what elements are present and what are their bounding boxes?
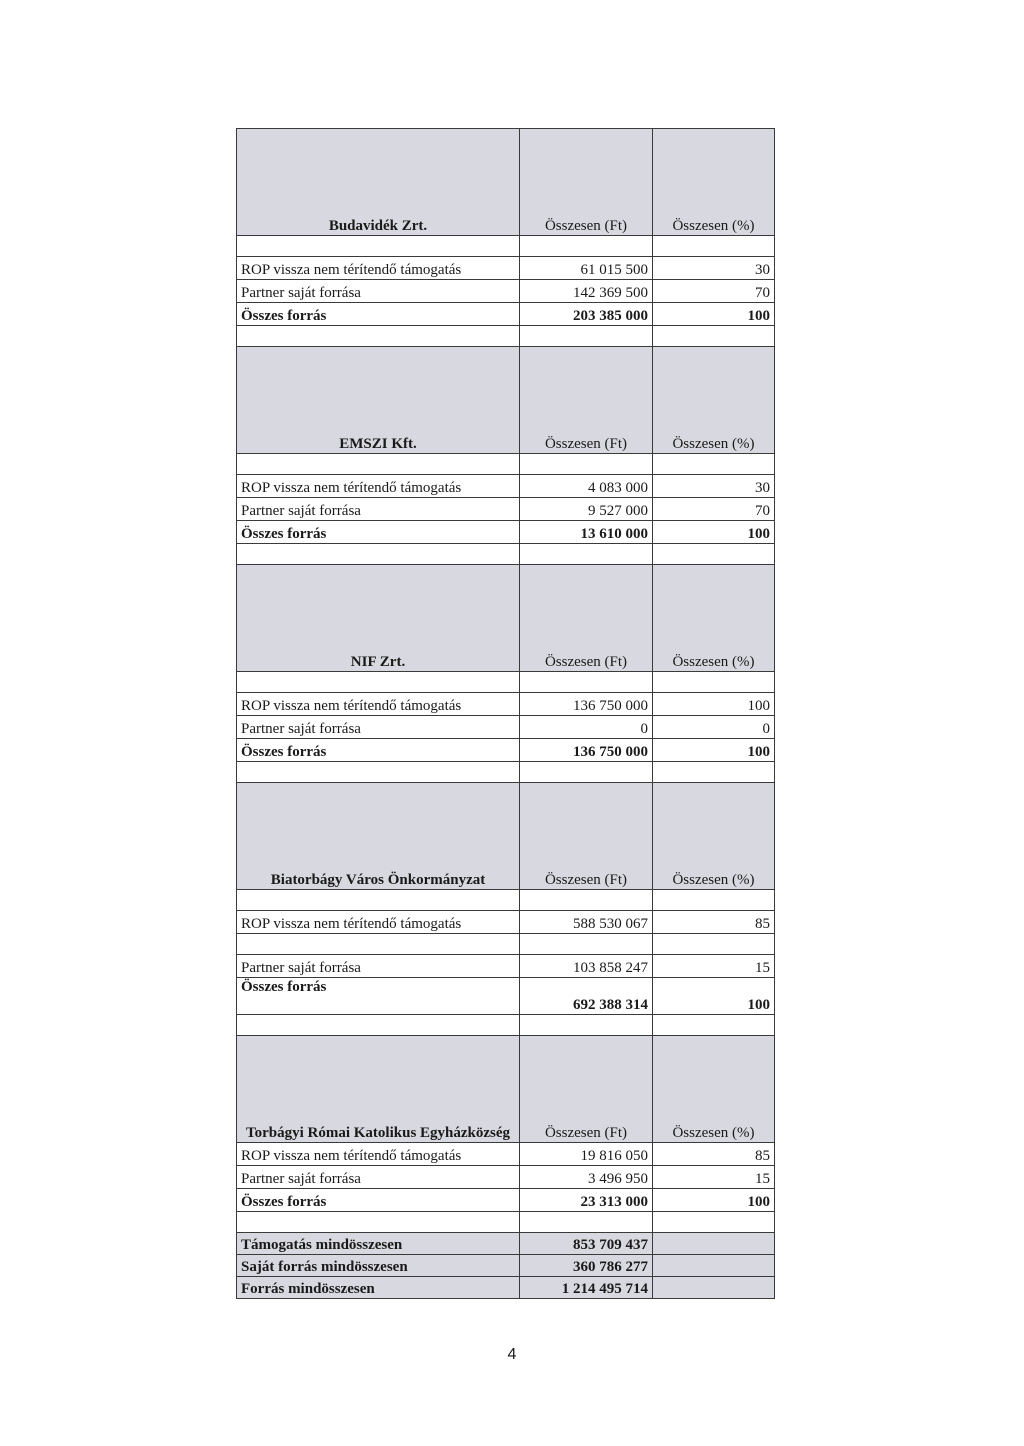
partner-own-label: Partner saját forrása	[237, 1166, 520, 1189]
partner-header	[237, 783, 775, 890]
partner-own-label: Partner saját forrása	[237, 498, 520, 521]
total-pct: 100	[653, 978, 775, 1015]
own-pct: 0	[653, 716, 775, 739]
partner-name: Biatorbágy Város Önkormányzat	[237, 783, 520, 890]
total-label: Összes forrás	[237, 303, 520, 326]
spacer-row	[237, 934, 775, 955]
col-ft-header: Összesen (Ft)	[520, 783, 653, 890]
rop-ft: 19 816 050	[520, 1143, 653, 1166]
rop-pct: 30	[653, 475, 775, 498]
partner-header	[237, 129, 775, 236]
total-ft: 23 313 000	[520, 1189, 653, 1212]
page-number: 4	[507, 1346, 517, 1363]
table-row	[237, 1143, 775, 1166]
own-pct: 15	[653, 1166, 775, 1189]
summary-row	[237, 1277, 775, 1299]
summary-row	[237, 1233, 775, 1255]
table-row	[237, 303, 775, 326]
table-row	[237, 475, 775, 498]
spacer-row	[237, 544, 775, 565]
summary-value: 360 786 277	[520, 1255, 653, 1277]
table-row	[237, 257, 775, 280]
total-label: Összes forrás	[237, 521, 520, 544]
table-row	[237, 739, 775, 762]
spacer-row	[237, 890, 775, 911]
total-pct: 100	[653, 739, 775, 762]
rop-pct: 85	[653, 911, 775, 934]
spacer-row	[237, 762, 775, 783]
rop-pct: 100	[653, 693, 775, 716]
summary-label: Forrás mindösszesen	[237, 1277, 520, 1299]
total-label: Összes forrás	[237, 978, 520, 1015]
own-ft: 142 369 500	[520, 280, 653, 303]
own-pct: 70	[653, 498, 775, 521]
partner-own-label: Partner saját forrása	[237, 280, 520, 303]
spacer-row	[237, 1212, 775, 1233]
own-ft: 0	[520, 716, 653, 739]
table-row	[237, 1166, 775, 1189]
own-ft: 103 858 247	[520, 955, 653, 978]
rop-ft: 588 530 067	[520, 911, 653, 934]
partner-header	[237, 347, 775, 454]
partner-own-label: Partner saját forrása	[237, 955, 520, 978]
rop-pct: 30	[653, 257, 775, 280]
summary-value: 1 214 495 714	[520, 1277, 653, 1299]
table-row	[237, 280, 775, 303]
table-row	[237, 498, 775, 521]
col-pct-header: Összesen (%)	[653, 129, 775, 236]
summary-label: Saját forrás mindösszesen	[237, 1255, 520, 1277]
spacer-row	[237, 1015, 775, 1036]
total-ft: 136 750 000	[520, 739, 653, 762]
funding-table	[236, 128, 775, 1299]
partner-header	[237, 565, 775, 672]
rop-pct: 85	[653, 1143, 775, 1166]
rop-label: ROP vissza nem térítendő támogatás	[237, 693, 520, 716]
total-pct: 100	[653, 1189, 775, 1212]
col-pct-header: Összesen (%)	[653, 347, 775, 454]
table-row	[237, 955, 775, 978]
col-ft-header: Összesen (Ft)	[520, 347, 653, 454]
own-ft: 3 496 950	[520, 1166, 653, 1189]
rop-label: ROP vissza nem térítendő támogatás	[237, 475, 520, 498]
total-pct: 100	[653, 303, 775, 326]
col-pct-header: Összesen (%)	[653, 783, 775, 890]
table-row	[237, 978, 775, 1015]
rop-label: ROP vissza nem térítendő támogatás	[237, 257, 520, 280]
col-pct-header: Összesen (%)	[653, 1036, 775, 1143]
spacer-row	[237, 454, 775, 475]
total-label: Összes forrás	[237, 739, 520, 762]
partner-header	[237, 1036, 775, 1143]
total-ft: 692 388 314	[520, 978, 653, 1015]
table-row	[237, 521, 775, 544]
partner-own-label: Partner saját forrása	[237, 716, 520, 739]
own-pct: 15	[653, 955, 775, 978]
partner-name: Torbágyi Római Katolikus Egyházközség	[237, 1036, 520, 1143]
table-row	[237, 693, 775, 716]
rop-label: ROP vissza nem térítendő támogatás	[237, 911, 520, 934]
table-row	[237, 1189, 775, 1212]
own-ft: 9 527 000	[520, 498, 653, 521]
spacer-row	[237, 236, 775, 257]
col-ft-header: Összesen (Ft)	[520, 129, 653, 236]
rop-ft: 61 015 500	[520, 257, 653, 280]
summary-value: 853 709 437	[520, 1233, 653, 1255]
summary-row	[237, 1255, 775, 1277]
rop-ft: 136 750 000	[520, 693, 653, 716]
spacer-row	[237, 672, 775, 693]
col-pct-header: Összesen (%)	[653, 565, 775, 672]
col-ft-header: Összesen (Ft)	[520, 1036, 653, 1143]
table-row	[237, 911, 775, 934]
partner-name: EMSZI Kft.	[237, 347, 520, 454]
spacer-row	[237, 326, 775, 347]
total-ft: 13 610 000	[520, 521, 653, 544]
own-pct: 70	[653, 280, 775, 303]
col-ft-header: Összesen (Ft)	[520, 565, 653, 672]
total-pct: 100	[653, 521, 775, 544]
total-ft: 203 385 000	[520, 303, 653, 326]
rop-ft: 4 083 000	[520, 475, 653, 498]
total-label: Összes forrás	[237, 1189, 520, 1212]
summary-label: Támogatás mindösszesen	[237, 1233, 520, 1255]
partner-name: NIF Zrt.	[237, 565, 520, 672]
table-row	[237, 716, 775, 739]
rop-label: ROP vissza nem térítendő támogatás	[237, 1143, 520, 1166]
partner-name: Budavidék Zrt.	[237, 129, 520, 236]
